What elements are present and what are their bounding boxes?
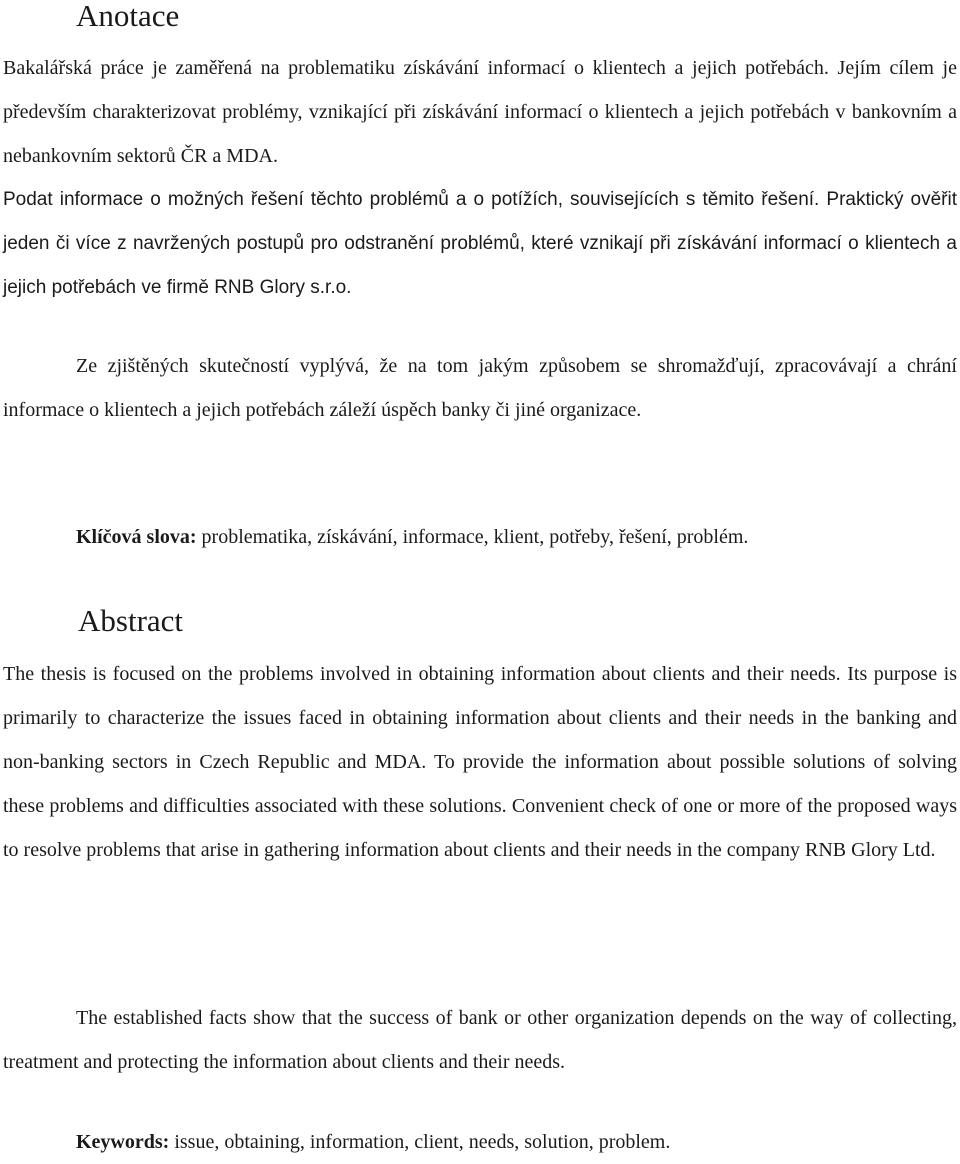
annotation-keywords-text: problematika, získávání, informace, klient, potřeby, řešení, problém. <box>196 526 749 548</box>
annotation-paragraph-2: Podat informace o možných řešení těchto problémů a o potížích, souvisejících s těmito řešení. Praktický ověřit jeden či více z navržených postupů pro odstranění problémů, které vznikají při získávání informací o klientech a jejich potřebách ve firmě RNB Glory s.r.o. <box>3 189 957 298</box>
abstract-keywords-label: Keywords: <box>76 1131 170 1153</box>
abstract-keywords <box>76 1120 670 1164</box>
annotation-paragraph-1: Bakalářská práce je zaměřená na problematiku získávání informací o klientech a jejich potřebách. Jejím cílem je především charakterizovat problémy, vznikající při získávání informací o klientech a jejich potřebách v bankovním a nebankovním sektorů ČR a MDA. <box>3 57 957 167</box>
annotation-heading: Anotace <box>76 0 180 33</box>
abstract-paragraph-1: The thesis is focused on the problems involved in obtaining information about clients and their needs. Its purpose is primarily to characterize the issues faced in obtaining information about clients and their needs in the banking and non-banking sectors in Czech Republic and MDA. To provide the information about possible solutions of solving these problems and difficulties associated with these solutions. Convenient check of one or more of the proposed ways to resolve problems that arise in gathering information about clients and their needs in the company RNB Glory Ltd. <box>3 663 957 861</box>
annotation-keywords <box>76 515 748 559</box>
annotation-paragraph-3: Ze zjištěných skutečností vyplývá, že na tom jakým způsobem se shromažďují, zpracovávají a chrání informace o klientech a jejich potřebách záleží úspěch banky či jiné organizace. <box>3 355 957 421</box>
abstract-keywords-text: issue, obtaining, information, client, needs, solution, problem. <box>169 1131 671 1153</box>
abstract-heading: Abstract <box>78 603 184 638</box>
abstract-paragraph-2: The established facts show that the success of bank or other organization depends on the way of collecting, treatment and protecting the information about clients and their needs. <box>3 1007 957 1073</box>
annotation-keywords-label: Klíčová slova: <box>76 526 197 548</box>
